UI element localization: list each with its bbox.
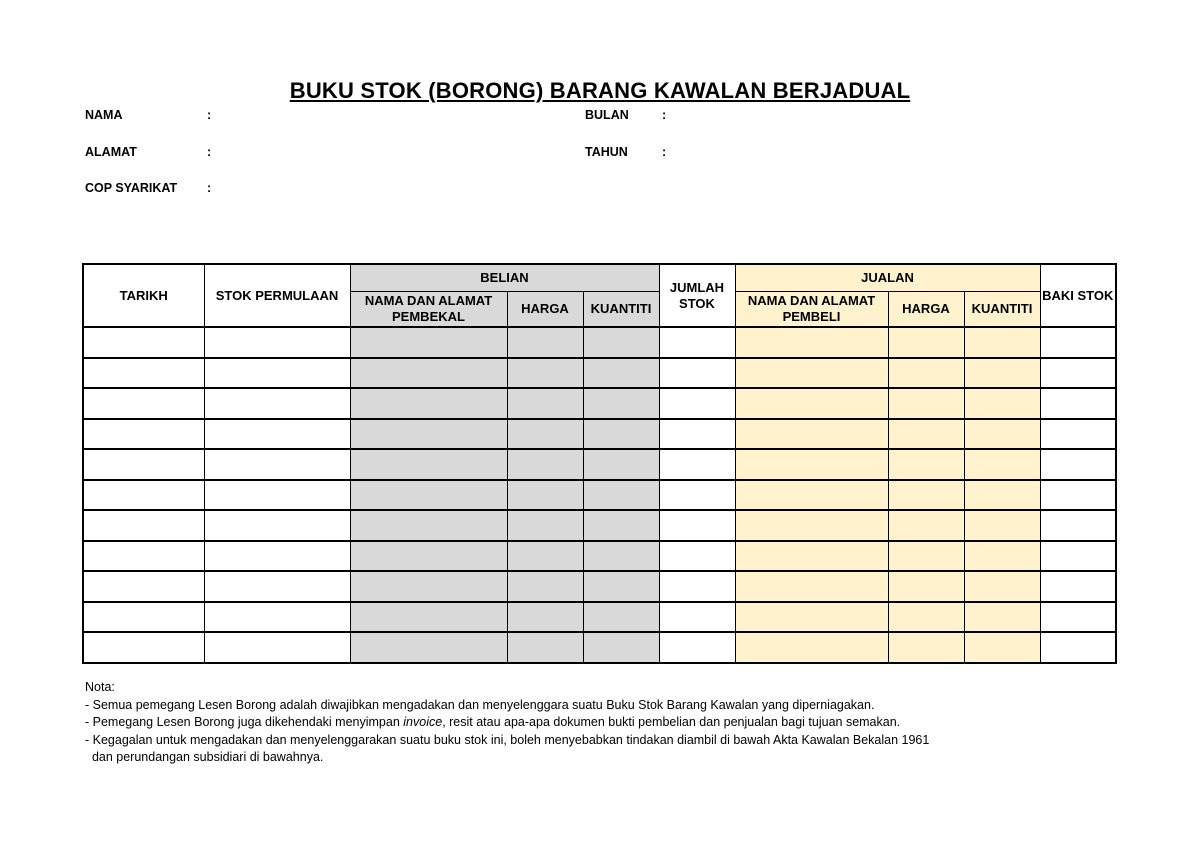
- cell-jualan-nama-alamat[interactable]: [735, 632, 888, 663]
- header-belian: BELIAN: [350, 264, 659, 292]
- alamat-label: ALAMAT: [85, 145, 137, 159]
- nama-colon: :: [207, 108, 212, 122]
- nama-label: NAMA: [85, 108, 123, 122]
- cell-jumlah-stok[interactable]: [659, 632, 735, 663]
- document-title-text: BUKU STOK (BORONG) BARANG KAWALAN BERJADUAL: [289, 78, 911, 103]
- header-tarikh: TARIKH: [83, 264, 204, 327]
- cell-jualan-kuantiti[interactable]: [964, 510, 1040, 541]
- cell-baki-stok[interactable]: [1040, 419, 1116, 450]
- header-baki-stok: BAKI STOK: [1040, 264, 1116, 327]
- cell-belian-nama-alamat[interactable]: [350, 358, 507, 389]
- cell-baki-stok[interactable]: [1040, 327, 1116, 358]
- cell-jualan-kuantiti[interactable]: [964, 541, 1040, 572]
- cell-stok-permulaan[interactable]: [204, 602, 350, 633]
- notes-heading: Nota:: [85, 680, 115, 694]
- notes-line-1: - Semua pemegang Lesen Borong adalah diwajibkan mengadakan dan menyelenggara suatu Buku Stok Barang Kawalan yang diperniagakan.: [85, 697, 875, 712]
- cell-belian-harga[interactable]: [507, 571, 583, 602]
- tahun-label: TAHUN: [585, 145, 628, 159]
- cell-baki-stok[interactable]: [1040, 541, 1116, 572]
- cell-jualan-kuantiti[interactable]: [964, 632, 1040, 663]
- cell-belian-kuantiti[interactable]: [583, 541, 659, 572]
- cell-jualan-kuantiti[interactable]: [964, 358, 1040, 389]
- cell-tarikh[interactable]: [83, 449, 204, 480]
- cell-jualan-nama-alamat[interactable]: [735, 358, 888, 389]
- table-row: [83, 602, 1116, 633]
- cell-baki-stok[interactable]: [1040, 571, 1116, 602]
- cell-belian-harga[interactable]: [507, 449, 583, 480]
- notes-invoice-term: invoice: [403, 715, 443, 729]
- cell-jualan-harga[interactable]: [888, 541, 964, 572]
- header-belian-harga: HARGA: [507, 292, 583, 328]
- cell-belian-kuantiti[interactable]: [583, 602, 659, 633]
- table-row: [83, 632, 1116, 663]
- table-row: [83, 541, 1116, 572]
- cell-stok-permulaan[interactable]: [204, 541, 350, 572]
- cell-belian-kuantiti[interactable]: [583, 388, 659, 419]
- cell-belian-kuantiti[interactable]: [583, 419, 659, 450]
- table-row: [83, 510, 1116, 541]
- cell-belian-kuantiti[interactable]: [583, 571, 659, 602]
- cell-baki-stok[interactable]: [1040, 358, 1116, 389]
- notes-line-3: - Kegagalan untuk mengadakan dan menyelenggarakan suatu buku stok ini, boleh menyebabkan tindakan diambil di bawah Akta Kawalan Bekalan 1961: [85, 732, 930, 747]
- cell-tarikh[interactable]: [83, 632, 204, 663]
- cell-belian-kuantiti[interactable]: [583, 480, 659, 511]
- cell-belian-nama-alamat[interactable]: [350, 510, 507, 541]
- cell-belian-nama-alamat[interactable]: [350, 419, 507, 450]
- cell-stok-permulaan[interactable]: [204, 449, 350, 480]
- cell-jumlah-stok[interactable]: [659, 480, 735, 511]
- cell-jualan-kuantiti[interactable]: [964, 480, 1040, 511]
- table-row: [83, 449, 1116, 480]
- cell-tarikh[interactable]: [83, 541, 204, 572]
- cell-jualan-harga[interactable]: [888, 632, 964, 663]
- notes: [85, 679, 1125, 767]
- header-jualan-harga: HARGA: [888, 292, 964, 328]
- cell-tarikh[interactable]: [83, 480, 204, 511]
- cell-belian-harga[interactable]: [507, 632, 583, 663]
- cell-stok-permulaan[interactable]: [204, 571, 350, 602]
- cell-jualan-nama-alamat[interactable]: [735, 449, 888, 480]
- cell-baki-stok[interactable]: [1040, 388, 1116, 419]
- cell-jumlah-stok[interactable]: [659, 571, 735, 602]
- notes-line-2-end: , resit atau apa-apa dokumen bukti pembelian dan penjualan bagi tujuan semakan.: [442, 715, 901, 729]
- cell-jualan-harga[interactable]: [888, 602, 964, 633]
- cell-baki-stok[interactable]: [1040, 510, 1116, 541]
- cell-jualan-harga[interactable]: [888, 388, 964, 419]
- cop-syarikat-label: COP SYARIKAT: [85, 181, 178, 195]
- cell-stok-permulaan[interactable]: [204, 358, 350, 389]
- cell-jualan-harga[interactable]: [888, 480, 964, 511]
- stock-table-body: [83, 327, 1116, 663]
- cell-jualan-nama-alamat[interactable]: [735, 602, 888, 633]
- cell-jumlah-stok[interactable]: [659, 541, 735, 572]
- cell-belian-nama-alamat[interactable]: [350, 449, 507, 480]
- cell-jumlah-stok[interactable]: [659, 602, 735, 633]
- table-row: [83, 419, 1116, 450]
- cell-belian-kuantiti[interactable]: [583, 358, 659, 389]
- bulan-colon: :: [662, 108, 667, 122]
- cell-jualan-nama-alamat[interactable]: [735, 541, 888, 572]
- cell-tarikh[interactable]: [83, 327, 204, 358]
- cell-stok-permulaan[interactable]: [204, 327, 350, 358]
- stock-table: [82, 263, 1117, 664]
- header-stok-permulaan: STOK PERMULAAN: [204, 264, 350, 327]
- header-jualan-kuantiti: KUANTITI: [964, 292, 1040, 328]
- bulan-label: BULAN: [585, 108, 629, 122]
- document-title: [0, 78, 1200, 104]
- cell-jualan-nama-alamat[interactable]: [735, 510, 888, 541]
- cell-belian-nama-alamat[interactable]: [350, 602, 507, 633]
- cell-jualan-kuantiti[interactable]: [964, 327, 1040, 358]
- cop-syarikat-colon: :: [207, 181, 212, 195]
- cell-belian-harga[interactable]: [507, 480, 583, 511]
- notes-line-4: dan perundangan subsidiari di bawahnya.: [85, 750, 324, 764]
- cell-belian-harga[interactable]: [507, 327, 583, 358]
- table-row: [83, 358, 1116, 389]
- header-jumlah-stok: JUMLAH STOK: [659, 264, 735, 327]
- cell-stok-permulaan[interactable]: [204, 388, 350, 419]
- cell-jumlah-stok[interactable]: [659, 327, 735, 358]
- cell-jualan-nama-alamat[interactable]: [735, 571, 888, 602]
- header-belian-kuantiti: KUANTITI: [583, 292, 659, 328]
- cell-stok-permulaan[interactable]: [204, 510, 350, 541]
- cell-belian-kuantiti[interactable]: [583, 510, 659, 541]
- cell-jualan-kuantiti[interactable]: [964, 602, 1040, 633]
- cell-tarikh[interactable]: [83, 510, 204, 541]
- cell-stok-permulaan[interactable]: [204, 480, 350, 511]
- cell-baki-stok[interactable]: [1040, 602, 1116, 633]
- cell-belian-nama-alamat[interactable]: [350, 388, 507, 419]
- cell-jumlah-stok[interactable]: [659, 510, 735, 541]
- alamat-colon: :: [207, 145, 212, 159]
- cell-jualan-harga[interactable]: [888, 449, 964, 480]
- cell-jumlah-stok[interactable]: [659, 419, 735, 450]
- cell-jumlah-stok[interactable]: [659, 388, 735, 419]
- cell-belian-kuantiti[interactable]: [583, 327, 659, 358]
- cell-belian-harga[interactable]: [507, 541, 583, 572]
- cell-belian-harga[interactable]: [507, 419, 583, 450]
- cell-jualan-nama-alamat[interactable]: [735, 419, 888, 450]
- cell-jualan-kuantiti[interactable]: [964, 419, 1040, 450]
- cell-jualan-kuantiti[interactable]: [964, 571, 1040, 602]
- header-jualan: JUALAN: [735, 264, 1040, 292]
- table-row: [83, 388, 1116, 419]
- cell-belian-kuantiti[interactable]: [583, 632, 659, 663]
- header-jualan-nama-alamat: NAMA DAN ALAMAT PEMBELI: [735, 292, 888, 328]
- cell-belian-nama-alamat[interactable]: [350, 541, 507, 572]
- cell-belian-nama-alamat[interactable]: [350, 480, 507, 511]
- cell-jualan-harga[interactable]: [888, 571, 964, 602]
- cell-jualan-kuantiti[interactable]: [964, 388, 1040, 419]
- header-belian-nama-alamat: NAMA DAN ALAMAT PEMBEKAL: [350, 292, 507, 328]
- cell-tarikh[interactable]: [83, 388, 204, 419]
- cell-belian-nama-alamat[interactable]: [350, 632, 507, 663]
- cell-jumlah-stok[interactable]: [659, 358, 735, 389]
- cell-baki-stok[interactable]: [1040, 632, 1116, 663]
- cell-jualan-harga[interactable]: [888, 327, 964, 358]
- cell-baki-stok[interactable]: [1040, 480, 1116, 511]
- cell-belian-nama-alamat[interactable]: [350, 327, 507, 358]
- cell-tarikh[interactable]: [83, 571, 204, 602]
- cell-jualan-harga[interactable]: [888, 510, 964, 541]
- cell-belian-nama-alamat[interactable]: [350, 571, 507, 602]
- cell-stok-permulaan[interactable]: [204, 632, 350, 663]
- cell-jualan-nama-alamat[interactable]: [735, 327, 888, 358]
- cell-jualan-nama-alamat[interactable]: [735, 388, 888, 419]
- cell-belian-harga[interactable]: [507, 388, 583, 419]
- cell-tarikh[interactable]: [83, 419, 204, 450]
- table-row: [83, 327, 1116, 358]
- cell-jualan-kuantiti[interactable]: [964, 449, 1040, 480]
- cell-tarikh[interactable]: [83, 358, 204, 389]
- cell-jumlah-stok[interactable]: [659, 449, 735, 480]
- cell-baki-stok[interactable]: [1040, 449, 1116, 480]
- cell-belian-harga[interactable]: [507, 602, 583, 633]
- cell-belian-harga[interactable]: [507, 358, 583, 389]
- notes-line-2: [85, 714, 1125, 732]
- table-row: [83, 571, 1116, 602]
- cell-tarikh[interactable]: [83, 602, 204, 633]
- tahun-colon: :: [662, 145, 667, 159]
- cell-belian-kuantiti[interactable]: [583, 449, 659, 480]
- notes-line-2-start: - Pemegang Lesen Borong juga dikehendaki menyimpan: [85, 715, 404, 729]
- table-row: [83, 480, 1116, 511]
- cell-jualan-harga[interactable]: [888, 358, 964, 389]
- cell-stok-permulaan[interactable]: [204, 419, 350, 450]
- cell-belian-harga[interactable]: [507, 510, 583, 541]
- cell-jualan-nama-alamat[interactable]: [735, 480, 888, 511]
- cell-jualan-harga[interactable]: [888, 419, 964, 450]
